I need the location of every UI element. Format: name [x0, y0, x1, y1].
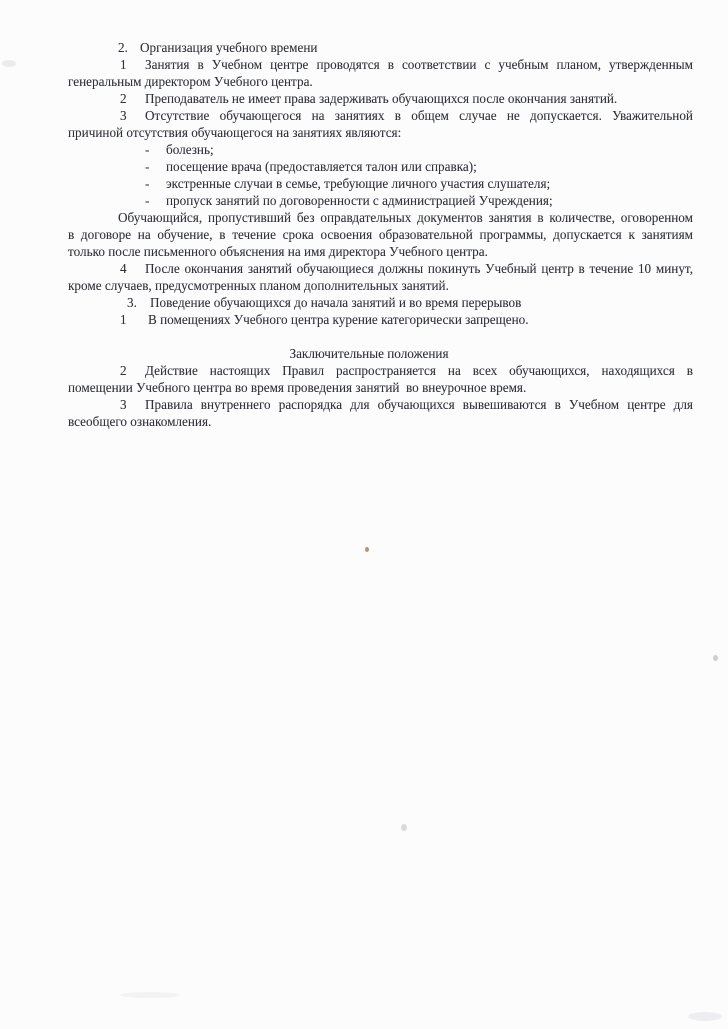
line-text: Отсутствие обучающегося на занятиях в общем случае не допускается. Уважительной [145, 108, 693, 123]
item-number: 3. [127, 295, 137, 310]
text-line [68, 379, 693, 396]
text-line [68, 277, 693, 294]
item-number: 3 [120, 397, 127, 412]
text-line [68, 226, 693, 243]
line-text: Правила внутреннего распорядка для обучающихся вывешиваются в Учебном центре для [145, 397, 693, 412]
line-text: Действие настоящих Правил распространяется на всех обучающихся, находящихся в [145, 363, 693, 378]
text-line [68, 396, 693, 413]
line-text: посещение врача (предоставляется талон или справка); [166, 159, 477, 174]
line-text: Организация учебного времени [140, 40, 318, 55]
text-line [68, 260, 693, 277]
text-line [68, 56, 693, 73]
item-number: 2 [120, 363, 127, 378]
scan-speck [401, 824, 407, 831]
line-text: только после письменного объяснения на имя директора Учебного центра. [68, 244, 488, 259]
scan-speck [365, 547, 369, 552]
bullet-marker: - [145, 159, 150, 174]
line-text: Обучающийся, пропустивший без оправдательных документов занятия в количестве, оговоренном [118, 210, 693, 225]
line-text: Поведение обучающихся до начала занятий и во время перерывов [150, 295, 522, 310]
line-text: в договоре на обучение, в течение срока освоения образовательной программы, допускается к занятиям [68, 227, 693, 242]
text-line [68, 141, 693, 158]
text-line [68, 124, 693, 141]
text-line [68, 107, 693, 124]
line-text: Занятия в Учебном центре проводятся в соответствии с учебным планом, утвержденным [145, 57, 693, 72]
bullet-marker: - [145, 176, 150, 191]
line-text: генеральным директором Учебного центра. [68, 74, 313, 89]
line-text: Преподаватель не имеет права задерживать обучающихся после окончания занятий. [145, 91, 618, 106]
bullet-marker: - [145, 193, 150, 208]
item-number: 4 [120, 261, 127, 276]
line-text: После окончания занятий обучающиеся должны покинуть Учебный центр в течение 10 минут, [145, 261, 693, 276]
closing-section-heading [68, 345, 693, 362]
bullet-marker: - [145, 142, 150, 157]
text-line [68, 413, 693, 430]
line-text: В помещениях Учебного центра курение категорически запрещено. [148, 312, 529, 327]
line-text: пропуск занятий по договоренности с администрацией Учреждения; [166, 193, 553, 208]
line-text: болезнь; [166, 142, 214, 157]
text-line [68, 192, 693, 209]
scan-speck [2, 60, 16, 67]
scan-speck [120, 992, 180, 998]
text-line [68, 362, 693, 379]
line-text: всеобщего ознакомления. [68, 414, 212, 429]
text-line [68, 243, 693, 260]
line-text: помещении Учебного центра во время проведения занятий во внеурочное время. [68, 380, 527, 395]
section-heading-2 [68, 39, 693, 56]
blank-line [68, 328, 693, 345]
text-line [68, 175, 693, 192]
text-line [68, 73, 693, 90]
text-line [68, 209, 693, 226]
line-text: Заключительные положения [289, 346, 449, 361]
text-line [68, 311, 693, 328]
text-line [68, 90, 693, 107]
line-text: экстренные случаи в семье, требующие личного участия слушателя; [166, 176, 551, 191]
item-number: 3 [120, 108, 127, 123]
section-heading-3 [68, 294, 693, 311]
document-body [68, 39, 693, 430]
line-text: причиной отсутствия обучающегося на занятиях являются: [68, 125, 402, 140]
item-number: 1 [120, 312, 127, 327]
item-number: 2 [120, 91, 127, 106]
text-line [68, 158, 693, 175]
line-text: кроме случаев, предусмотренных планом дополнительных занятий. [68, 278, 449, 293]
item-number: 1 [120, 57, 127, 72]
item-number: 2. [118, 40, 128, 55]
scan-speck [688, 1012, 722, 1021]
scan-speck [713, 655, 718, 661]
